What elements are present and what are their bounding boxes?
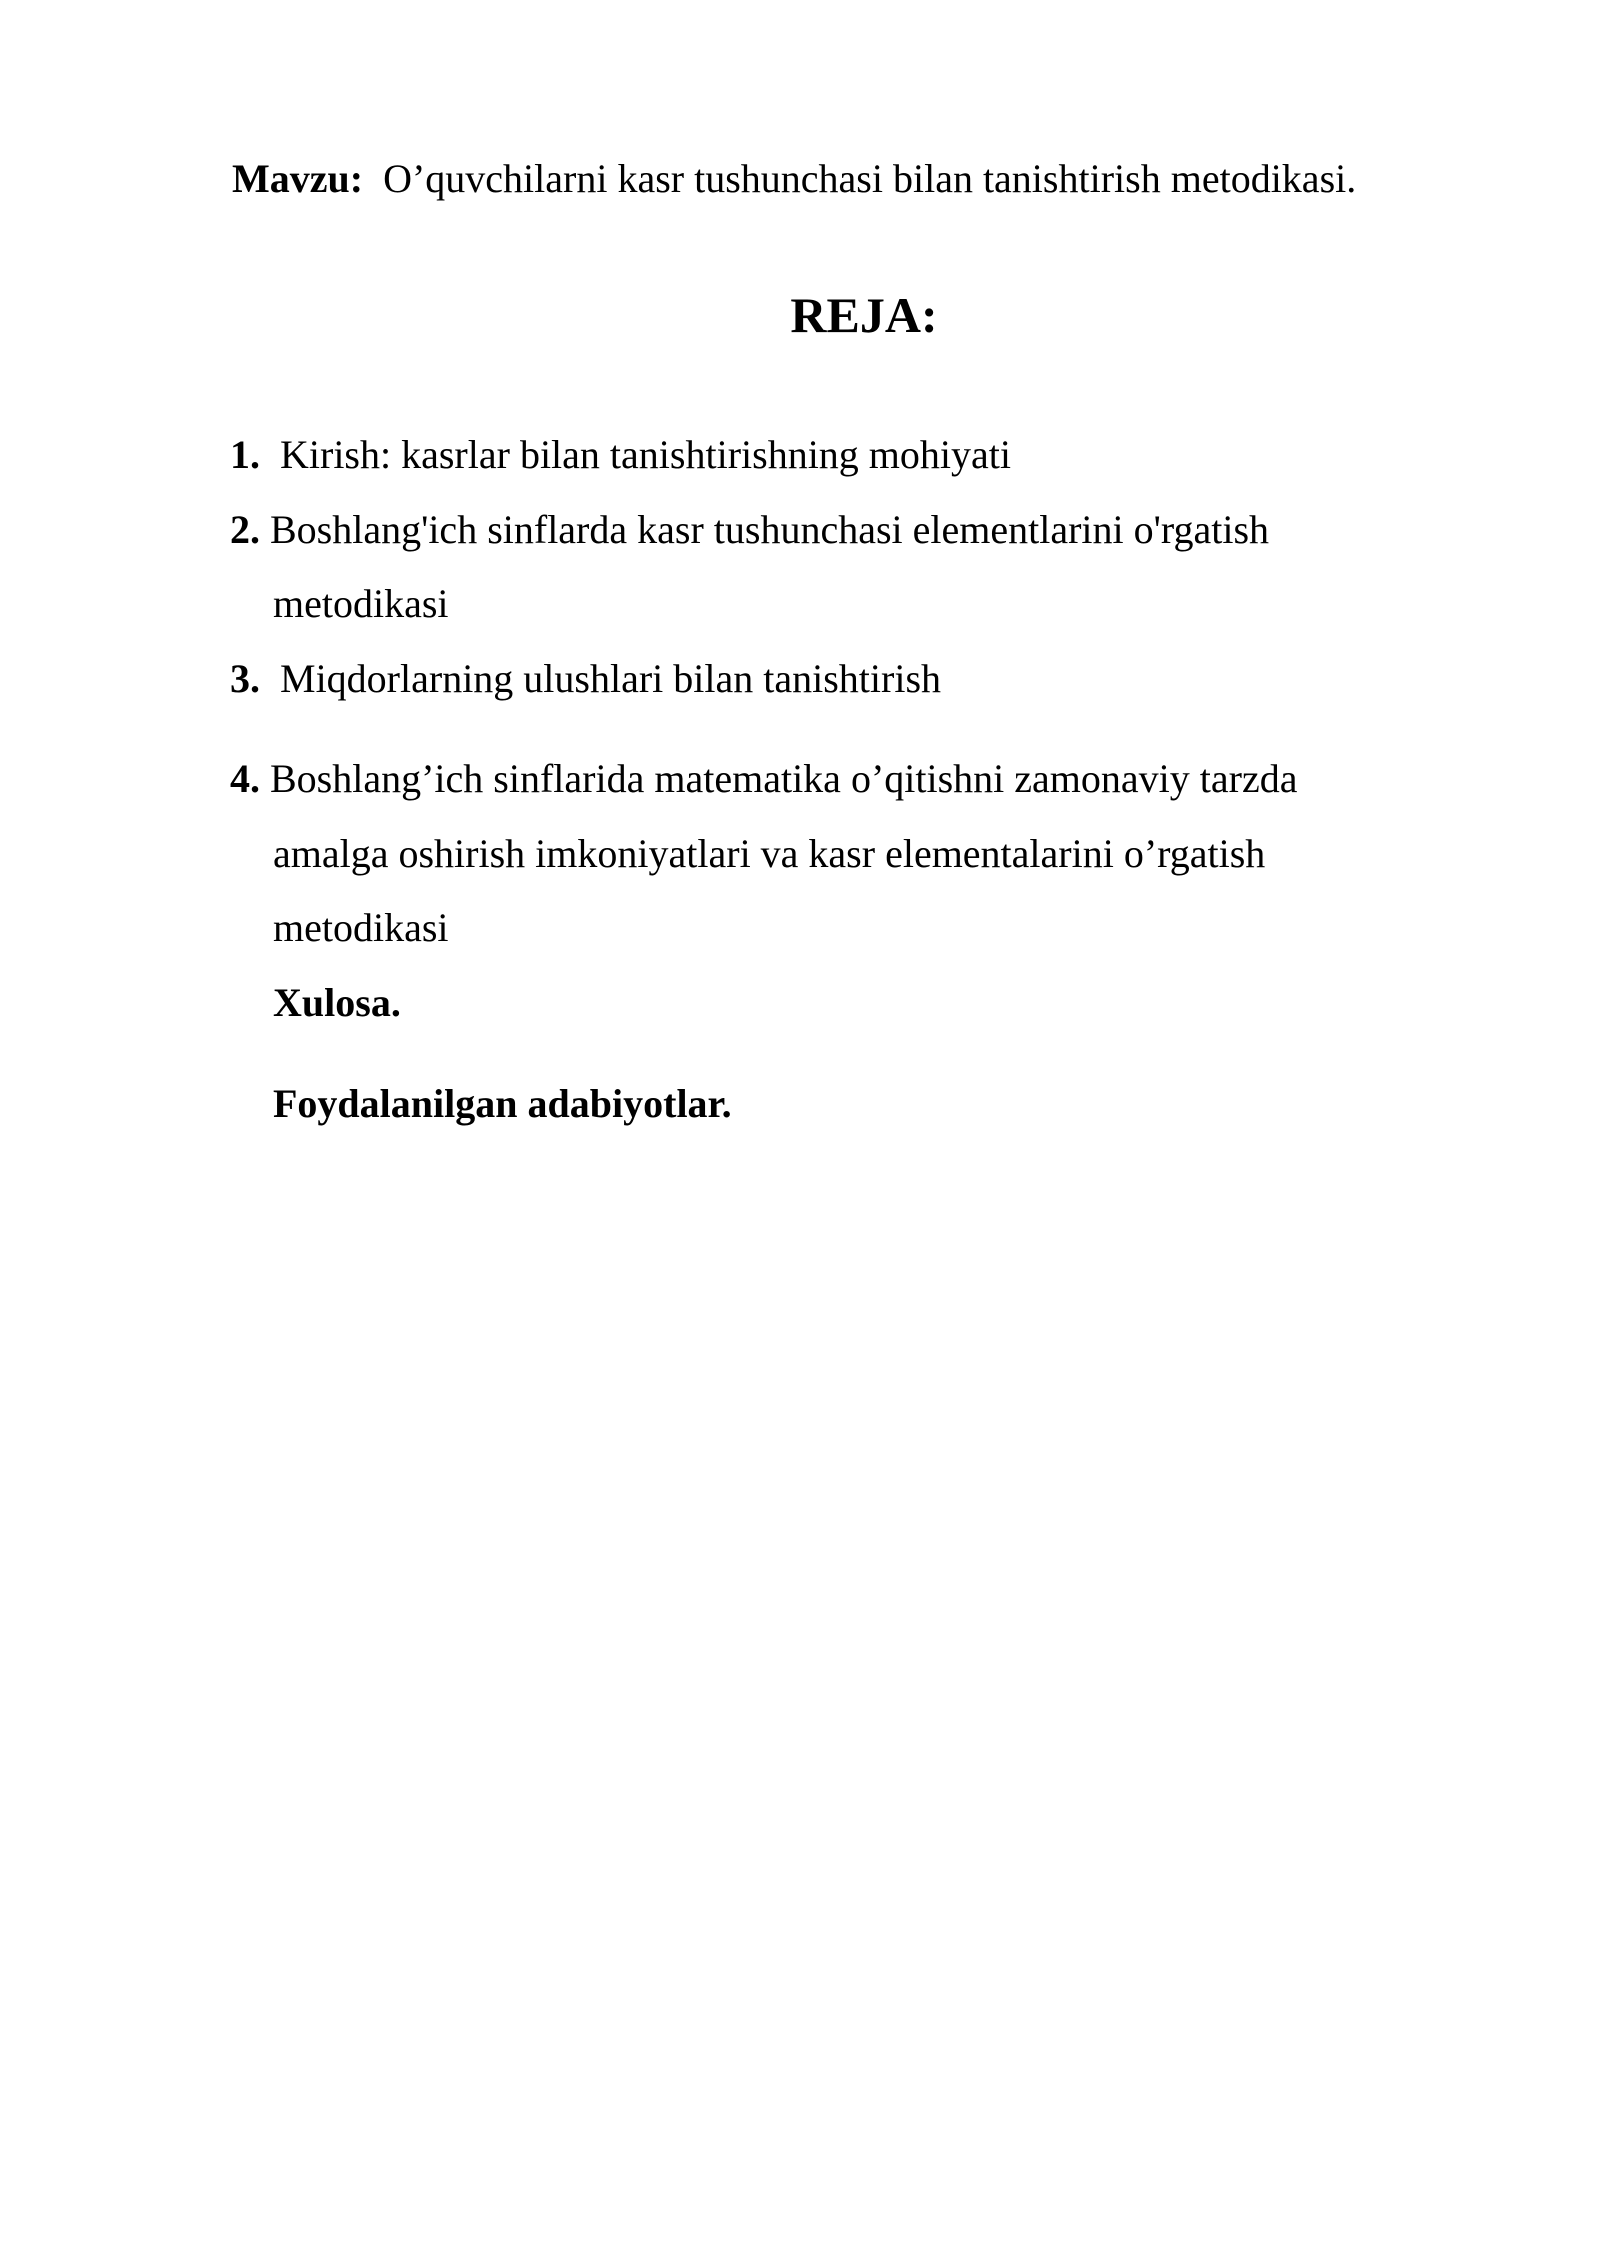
plan-item-4-text-line-1: Boshlang’ich sinflarida matematika o’qitishni zamonaviy tarzda [270, 756, 1298, 801]
plan-item-1-text: Kirish: kasrlar bilan tanishtirishning mohiyati [280, 432, 1012, 477]
plan-item-1 [230, 431, 1011, 479]
plan-item-3-text: Miqdorlarning ulushlari bilan tanishtirish [280, 656, 942, 701]
conclusion-label: Xulosa. [273, 980, 401, 1025]
plan-item-4-text-line-3: metodikasi [273, 905, 449, 950]
plan-heading: REJA: [790, 287, 938, 343]
references-label: Foydalanilgan adabiyotlar. [273, 1081, 732, 1126]
plan-item-2-number: 2. [230, 507, 260, 552]
plan-item-4-text-line-2: amalga oshirish imkoniyatlari va kasr elementalarini o’rgatish [273, 831, 1266, 876]
topic-text: O’quvchilarni kasr tushunchasi bilan tanishtirish metodikasi. [383, 156, 1357, 201]
plan-item-4-continuation-2 [273, 904, 449, 952]
topic-line [232, 155, 1356, 203]
plan-item-4 [230, 755, 1297, 803]
plan-item-4-continuation-1 [273, 830, 1265, 878]
plan-item-2-continuation [273, 580, 449, 628]
plan-item-2-text-line-2: metodikasi [273, 581, 449, 626]
plan-item-4-number: 4. [230, 756, 260, 801]
plan-item-2 [230, 506, 1269, 554]
plan-item-3-number: 3. [230, 656, 260, 701]
plan-item-3 [230, 655, 941, 703]
plan-item-2-text-line-1: Boshlang'ich sinflarda kasr tushunchasi elementlarini o'rgatish [270, 507, 1270, 552]
plan-item-1-number: 1. [230, 432, 260, 477]
topic-label: Mavzu: [232, 156, 364, 201]
